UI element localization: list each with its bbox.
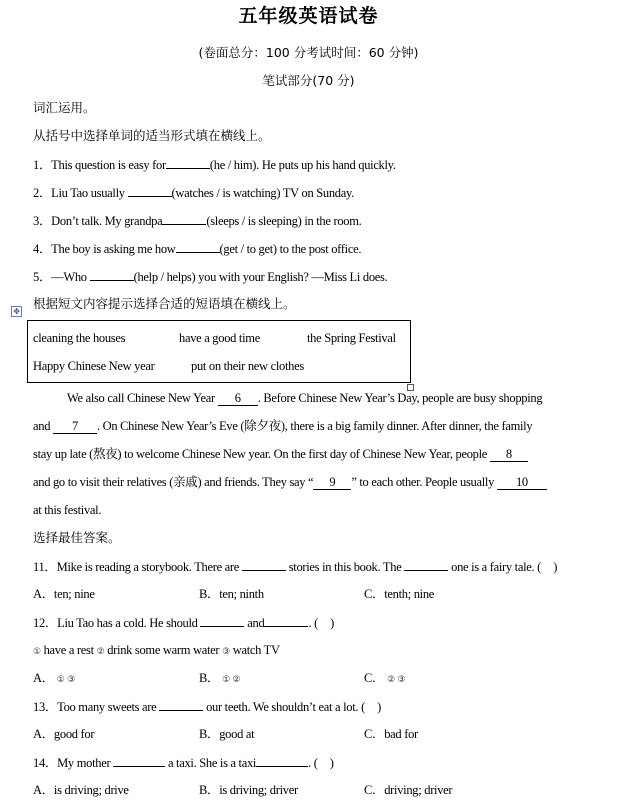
phrase-option: cleaning the houses	[33, 331, 126, 345]
question-11	[33, 557, 557, 576]
section-title: 笔试部分(70 分)	[262, 73, 355, 88]
question-text: . ( )	[308, 616, 335, 630]
passage-line-1	[67, 389, 542, 407]
answer-blank[interactable]	[159, 697, 203, 711]
question-text: and	[247, 616, 265, 630]
question-13	[33, 697, 381, 716]
answer-blank[interactable]	[113, 753, 165, 767]
list-item: watch TV	[232, 643, 280, 657]
question-text: —Who	[51, 270, 87, 284]
question-number: 11．	[33, 560, 57, 574]
option-b[interactable]: B．good at	[199, 727, 255, 741]
question-text: Liu Tao has a cold. He should	[57, 616, 198, 630]
question-text: This question is easy for	[51, 158, 166, 172]
phrase-option: the Spring Festival	[307, 331, 396, 345]
question-text: (sleeps / is sleeping) in the room.	[206, 214, 362, 228]
answer-blank[interactable]: 9	[313, 475, 351, 490]
answer-blank[interactable]: 6	[218, 391, 258, 406]
option-b[interactable]: B．ten; ninth	[199, 587, 264, 601]
question-12-list	[33, 641, 280, 661]
option-a[interactable]: A．ten; nine	[33, 587, 95, 601]
passage-text: and go to visit their relatives (亲戚) and friends. They say “	[33, 475, 314, 489]
question-text: . ( )	[308, 756, 334, 770]
question-number: 13．	[33, 700, 58, 714]
question-text: The boy is asking me how	[51, 242, 176, 256]
phrase-option: put on their new clothes	[191, 359, 304, 373]
question-text: Mike is reading a storybook. There are	[56, 560, 240, 574]
answer-blank[interactable]: 7	[53, 419, 97, 434]
phrase-option: have a good time	[179, 331, 260, 345]
circled-number: ③	[222, 647, 230, 657]
page-title: 五年级英语试卷	[238, 6, 379, 27]
passage-text: and	[33, 419, 51, 433]
question-12	[33, 613, 334, 632]
question-text: Too many sweets are	[57, 700, 157, 714]
question-number: 3．	[33, 214, 52, 228]
answer-blank[interactable]	[176, 239, 220, 253]
question-number: 14．	[33, 756, 58, 770]
answer-blank[interactable]	[404, 557, 448, 571]
part3-instruction: 选择最佳答案。	[33, 530, 121, 545]
passage-text: ” to each other. People usually	[351, 475, 495, 489]
answer-blank[interactable]	[166, 155, 210, 169]
option-c[interactable]: C．tenth; nine	[364, 587, 435, 601]
list-item: drink some warm water	[107, 643, 220, 657]
option-c[interactable]: C．driving; driver	[364, 783, 453, 797]
question-text: (get / to get) to the post office.	[219, 242, 362, 256]
passage-text: . On Chinese New Year’s Eve (除夕夜), there is a big family dinner. After dinner, the family	[96, 419, 533, 433]
option-letter: B．	[199, 671, 220, 685]
question-text: a taxi. She is a taxi	[167, 756, 257, 770]
question-1	[33, 155, 396, 174]
answer-blank[interactable]	[256, 753, 308, 767]
question-2	[33, 183, 354, 202]
question-number: 1．	[33, 158, 52, 172]
option-c[interactable]: C．bad for	[364, 727, 418, 741]
question-number: 2．	[33, 186, 52, 200]
answer-blank[interactable]	[90, 267, 134, 281]
passage-line-5: at this festival.	[33, 503, 102, 517]
table-move-handle-icon[interactable]: ✥	[11, 306, 22, 317]
option-marks: ① ②	[222, 675, 241, 685]
passage-text: stay up late (熬夜) to welcome Chinese New year. On the first day of Chinese New Year, people	[33, 447, 488, 461]
page-subtitle: (卷面总分：100 分考试时间：60 分钟)	[198, 45, 419, 60]
passage-line-4	[33, 473, 547, 491]
part1-heading: 词汇运用。	[33, 100, 96, 115]
question-text: our teeth. We shouldn’t eat a lot. ( )	[206, 700, 381, 714]
question-text: Don’t talk. My grandpa	[51, 214, 163, 228]
option-letter: A．	[33, 671, 54, 685]
option-b[interactable]	[199, 669, 240, 689]
question-number: 12．	[33, 616, 58, 630]
question-text: Liu Tao usually	[51, 186, 125, 200]
question-text: (watches / is watching) TV on Sunday.	[171, 186, 354, 200]
passage-text: We also call Chinese New Year	[67, 391, 215, 405]
list-item: have a rest	[43, 643, 94, 657]
answer-blank[interactable]: 10	[497, 475, 547, 490]
answer-blank[interactable]	[162, 211, 206, 225]
question-3	[33, 211, 361, 230]
question-text: stories in this book. The	[288, 560, 402, 574]
passage-line-2	[33, 417, 532, 435]
part1-instruction: 从括号中选择单词的适当形式填在横线上。	[33, 128, 271, 143]
question-number: 5．	[33, 270, 52, 284]
option-b[interactable]: B．is driving; driver	[199, 783, 298, 797]
option-letter: C．	[364, 671, 385, 685]
question-text: (help / helps) you with your English? —Miss Li does.	[133, 270, 388, 284]
option-marks: ② ③	[387, 675, 406, 685]
option-a[interactable]: A．good for	[33, 727, 95, 741]
option-a[interactable]	[33, 669, 75, 689]
option-marks: ① ③	[56, 675, 75, 685]
question-text: My mother	[57, 756, 111, 770]
answer-blank[interactable]	[128, 183, 172, 197]
circled-number: ②	[96, 647, 105, 657]
answer-blank[interactable]	[264, 613, 308, 627]
question-number: 4．	[33, 242, 52, 256]
question-5	[33, 267, 387, 286]
passage-text: . Before Chinese New Year’s Day, people are busy shopping	[257, 391, 543, 405]
answer-blank[interactable]	[200, 613, 244, 627]
question-text: one is a fairy tale. ( )	[451, 560, 558, 574]
circled-number: ①	[33, 647, 41, 657]
option-a[interactable]: A．is driving; drive	[33, 783, 129, 797]
phrase-option: Happy Chinese New year	[33, 359, 155, 373]
question-14	[33, 753, 334, 772]
passage-line-3	[33, 445, 528, 463]
question-4	[33, 239, 361, 258]
question-text: (he / him). He puts up his hand quickly.	[209, 158, 396, 172]
answer-blank[interactable]	[242, 557, 286, 571]
option-c[interactable]	[364, 669, 405, 689]
answer-blank[interactable]: 8	[490, 447, 528, 462]
part2-instruction: 根据短文内容提示选择合适的短语填在横线上。	[33, 296, 296, 311]
